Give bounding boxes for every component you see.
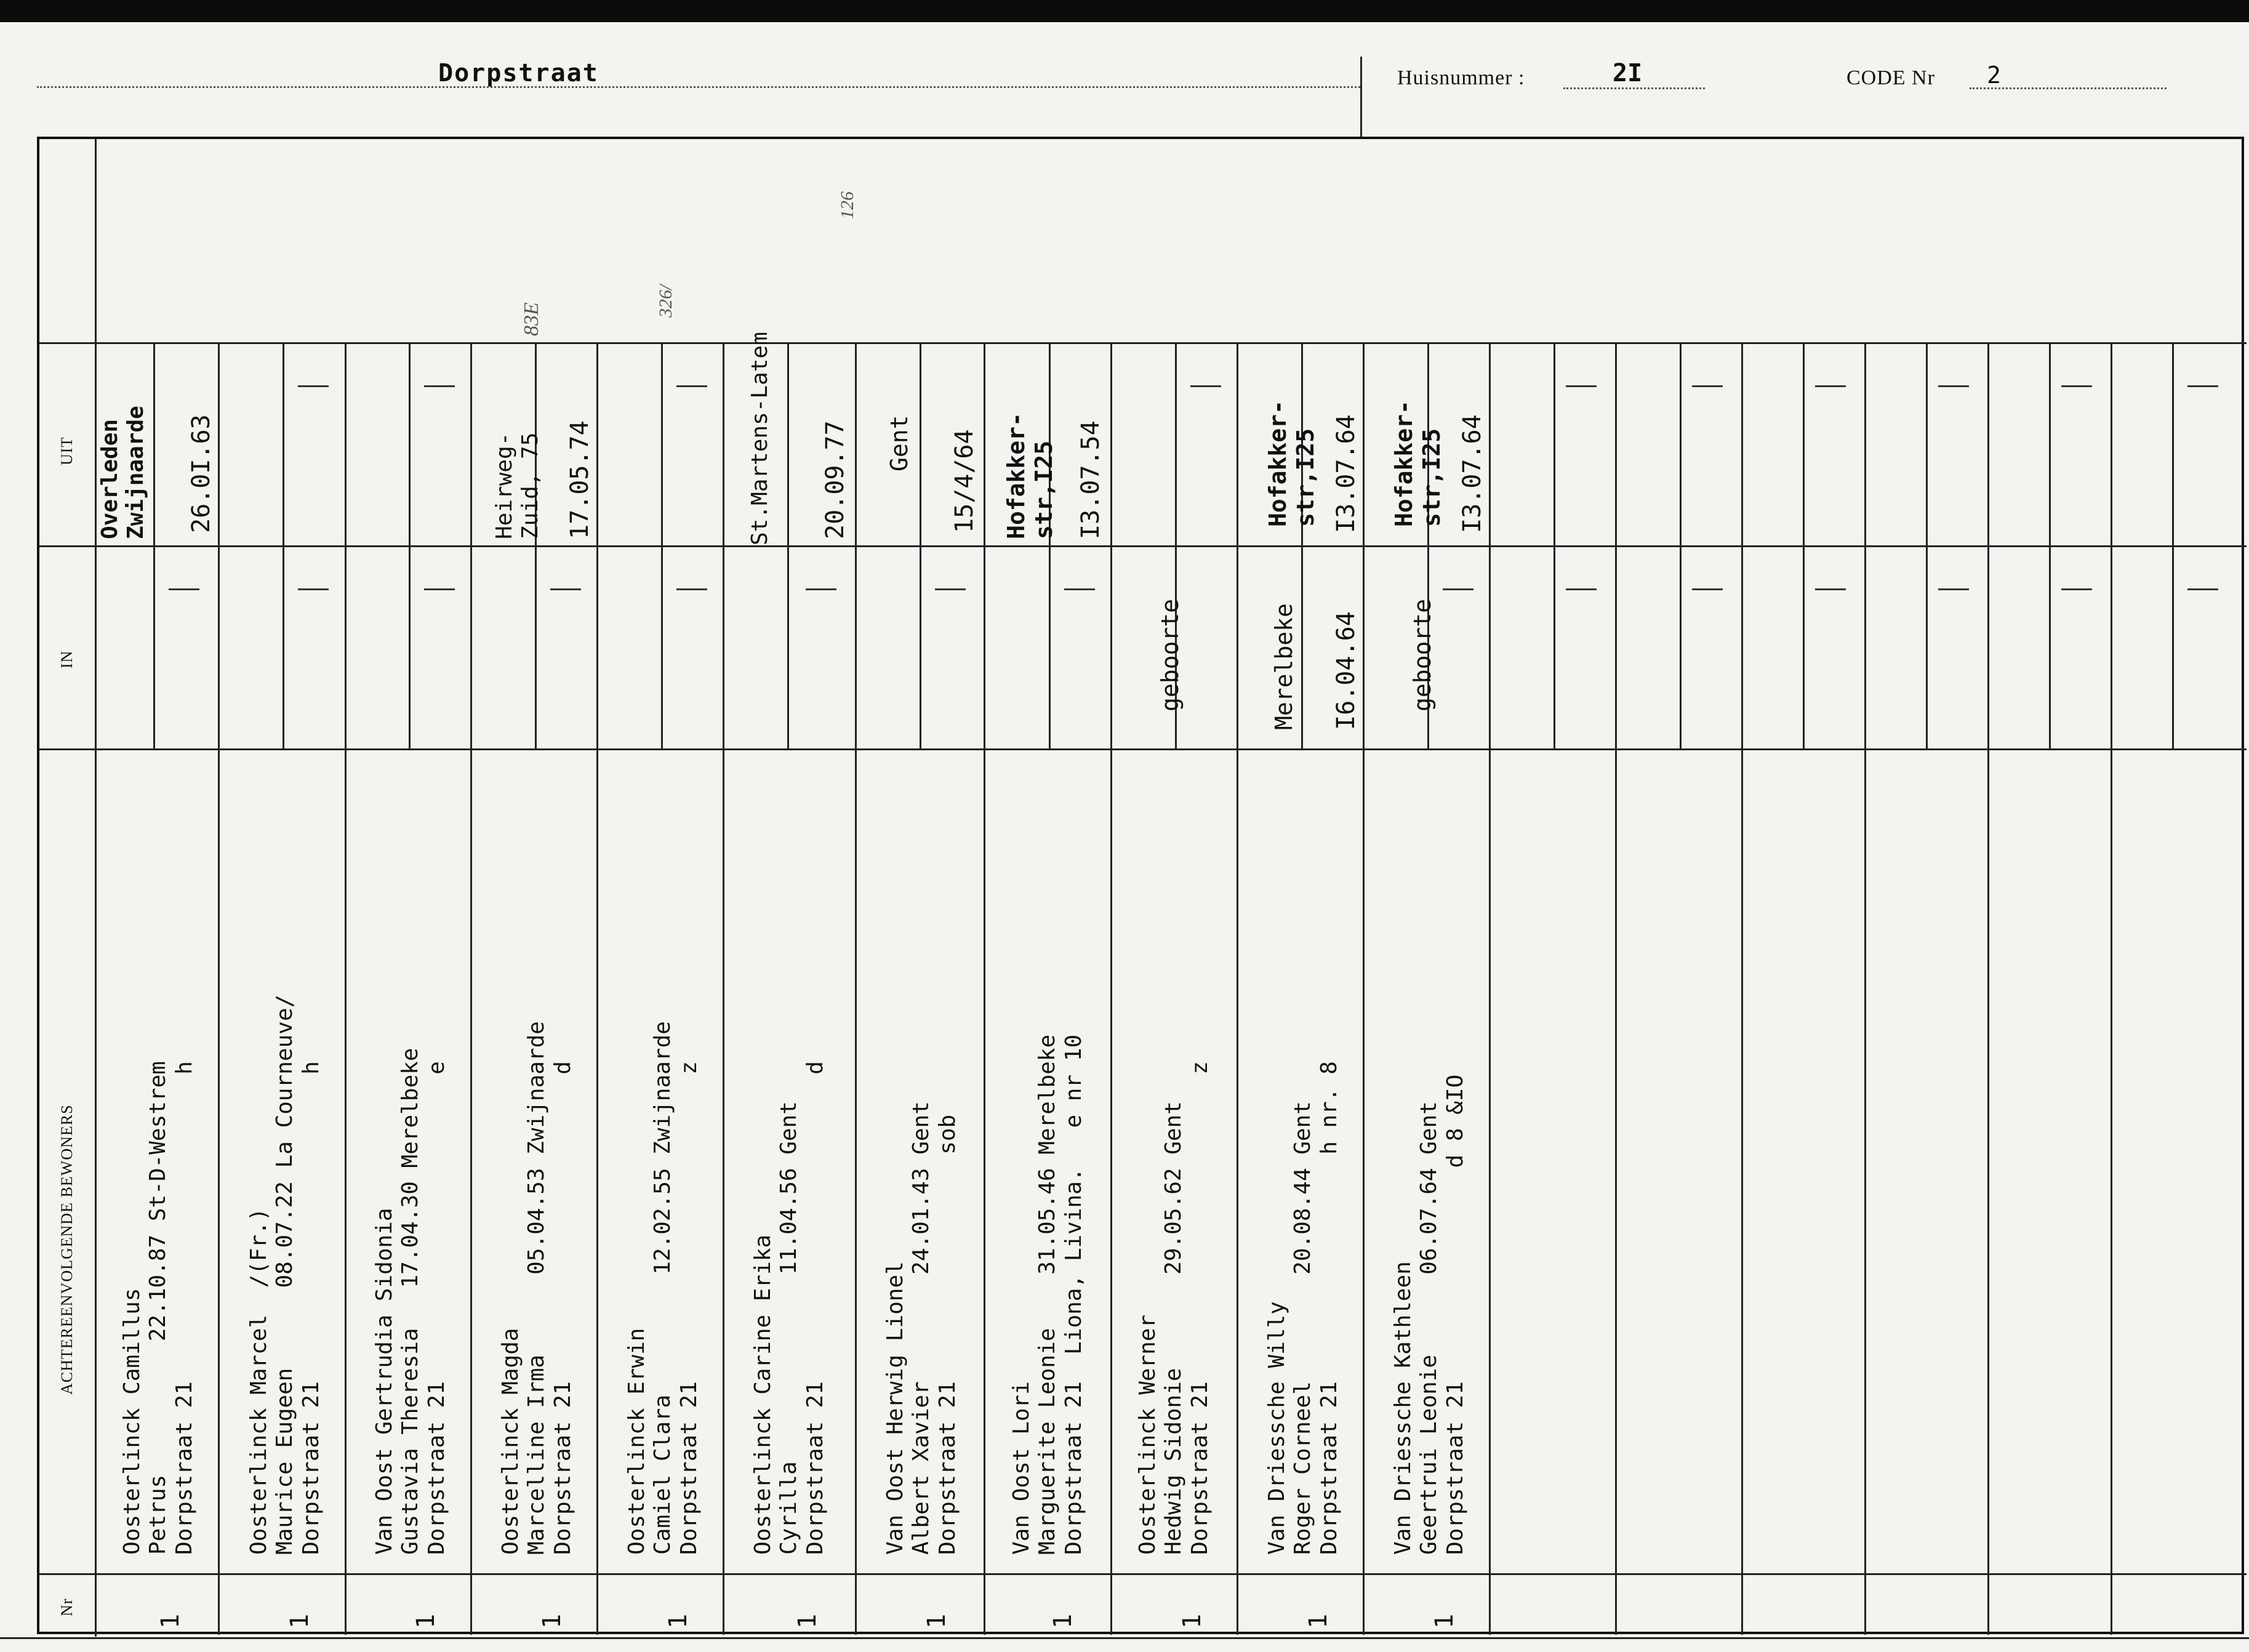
resident-nr: 1 <box>538 1613 566 1629</box>
uit-date: I3.07.54 <box>1076 420 1105 539</box>
scan-bottom-line <box>0 1637 2249 1639</box>
resident-name: Oosterlinck Marcel /(Fr.) Maurice Eugeen 08.07.22 La Courneuve/ Dorpstraat 21 h <box>246 994 324 1555</box>
col-label-nr: Nr <box>58 1598 76 1616</box>
uit-place: Hofakker- str,I25 <box>1390 400 1445 527</box>
uit-place: Gent <box>886 415 913 471</box>
huisnummer-value: 2I <box>1613 59 1643 87</box>
resident-name: Van Oost Gertrudia Sidonia Gustavia Theresia 17.04.30 Merelbeke Dorpstraat 21 e <box>372 1048 449 1555</box>
resident-nr: 1 <box>1304 1613 1333 1629</box>
in-place: geboorte <box>1409 598 1436 712</box>
uit-date: 26.0I.63 <box>187 414 215 533</box>
uit-date: I3.07.64 <box>1458 414 1486 533</box>
handwritten-note: 83E <box>520 302 543 336</box>
handwritten-note: 326/ <box>655 284 676 318</box>
uit-place: St.Martens-Latem <box>747 332 772 545</box>
in-place: geboorte <box>1157 598 1184 712</box>
resident-nr: 1 <box>793 1613 822 1629</box>
code-label: CODE Nr <box>1846 66 1935 89</box>
resident-name: Oosterlinck Magda Marcelline Irma 05.04.53 Zwijnaarde Dorpstraat 21 d <box>498 1021 575 1555</box>
uit-date: 15/4/64 <box>950 429 979 533</box>
in-place: Merelbeke <box>1270 603 1297 730</box>
uit-place: Overleden Zwijnaarde <box>97 406 149 539</box>
handwritten-note: 126 <box>837 191 857 219</box>
huisnummer-label: Huisnummer : <box>1397 66 1525 89</box>
register-table <box>37 137 2244 1634</box>
uit-date: 20.09.77 <box>821 420 849 539</box>
resident-name: Van Oost Lori Marguerite Leonie 31.05.46 Merelbeke Dorpstraat 21 Liona, Livina. e nr 10 <box>1009 1034 1086 1555</box>
in-date: I6.04.64 <box>1332 611 1360 730</box>
street-name: Dorpstraat <box>438 59 599 87</box>
resident-name: Oosterlinck Erwin Camiel Clara 12.02.55 Zwijnaarde Dorpstraat 21 z <box>624 1021 702 1555</box>
resident-nr: 1 <box>1178 1613 1206 1629</box>
scan-top-border <box>0 0 2249 22</box>
uit-date: I3.07.64 <box>1332 414 1360 533</box>
col-label-uit: UIT <box>58 436 76 465</box>
resident-name: Van Driessche Kathleen Geertrui Leonie 06.07.64 Gent Dorpstraat 21 d 8 &IO <box>1390 1074 1468 1555</box>
col-label-in: IN <box>58 650 76 668</box>
resident-nr: 1 <box>664 1613 692 1629</box>
resident-nr: 1 <box>412 1613 440 1629</box>
col-label-bewoners: ACHTEREENVOLGENDE BEWONERS <box>58 1104 76 1395</box>
resident-nr: 1 <box>156 1613 185 1629</box>
code-value: 2 <box>1987 62 2001 89</box>
uit-place: Heirweg- Zuid, 75 <box>492 432 543 539</box>
resident-name: Oosterlinck Werner Hedwig Sidonie 29.05.62 Gent Dorpstraat 21 z <box>1135 1061 1213 1555</box>
uit-place: Hofakker- str,I25 <box>1003 412 1057 539</box>
resident-name: Van Driessche Willy Roger Corneel 20.08.44 Gent Dorpstraat 21 h nr. 8 <box>1264 1061 1342 1555</box>
resident-name: Van Oost Herwig Lionel Albert Xavier 24.01.43 Gent Dorpstraat 21 sob <box>883 1101 960 1555</box>
resident-nr: 1 <box>1430 1613 1459 1629</box>
uit-place: Hofakker- str,I25 <box>1264 400 1319 527</box>
resident-nr: 1 <box>1049 1613 1077 1629</box>
resident-name: Oosterlinck Camillus Petrus 22.10.87 St-D-Westrem Dorpstraat 21 h <box>119 1061 197 1555</box>
resident-nr: 1 <box>286 1613 314 1629</box>
resident-name: Oosterlinck Carine Erika Cyrilla 11.04.56 Gent Dorpstraat 21 d <box>750 1061 828 1555</box>
resident-nr: 1 <box>923 1613 951 1629</box>
uit-date: 17.05.74 <box>566 420 594 539</box>
